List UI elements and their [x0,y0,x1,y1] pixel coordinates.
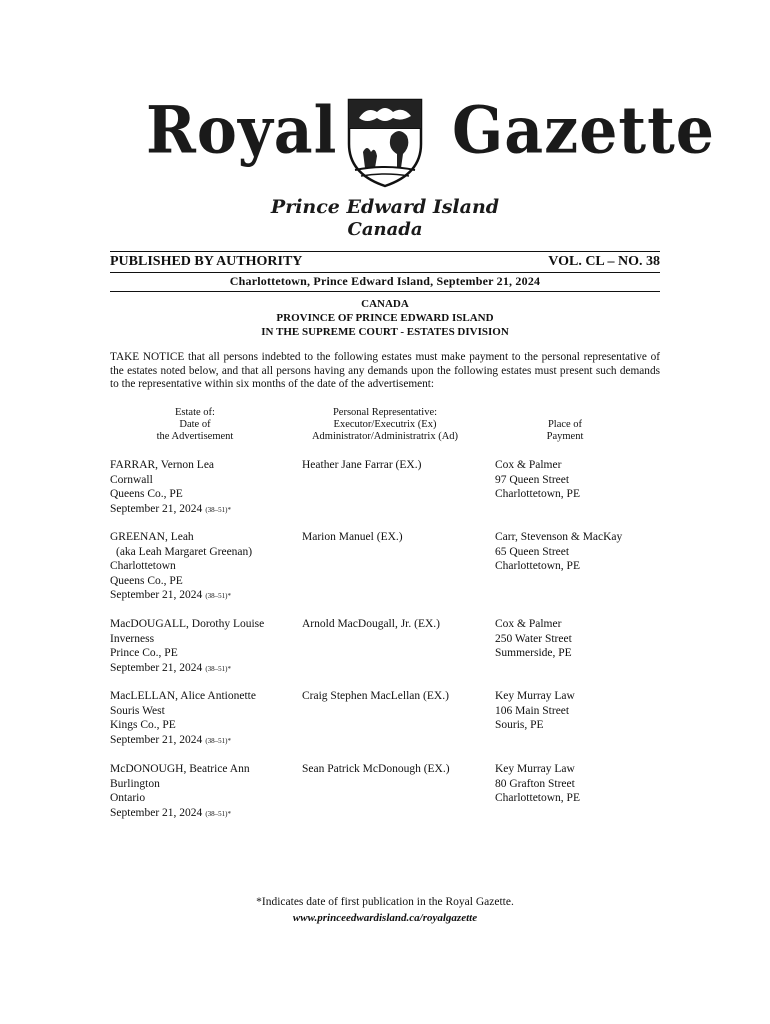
column-header-line: Administrator/Administratrix (Ad) [311,431,459,442]
personal-representative: Heather Jane Farrar (EX.) [302,459,422,471]
payment-line: 106 Main Street [495,704,570,717]
estate-line: Inverness [110,632,155,645]
heading-line-1: CANADA [361,298,409,310]
header-rule-bottom [110,291,660,292]
publication-ref: (38–51)* [205,736,231,745]
payment-line: Charlottetown, PE [495,560,580,573]
header-rule-top [110,251,660,252]
estate-date-line [110,733,295,749]
payment-line: Summerside, PE [495,647,572,660]
publication-ref: (38–51)* [205,664,231,673]
publication-ref: (38–51)* [205,505,231,514]
personal-representative: Craig Stephen MacLellan (EX.) [302,690,449,702]
estate-details [110,762,295,821]
column-header-line: Place of [547,419,583,430]
estate-name: McDONOUGH, Beatrice Ann [110,763,250,775]
masthead-subtitle-country: Canada [347,219,423,240]
payment-line: Charlottetown, PE [495,488,580,501]
advertisement-date: September 21, 2024 [110,589,203,602]
estate-line: Prince Co., PE [110,647,178,660]
estate-date-line [110,806,295,822]
estate-details [110,530,295,604]
notice-heading [0,297,770,339]
column-header-line: Personal Representative: [332,407,438,418]
place-of-payment [495,617,670,661]
publication-ref: (38–51)* [205,592,231,601]
volume-number: VOL. CL – NO. 38 [548,254,660,269]
estate-name: MacLELLAN, Alice Antionette [110,690,256,702]
payment-line: Key Murray Law [495,690,575,702]
payment-line: 65 Queen Street [495,545,570,558]
payment-line: 97 Queen Street [495,473,570,486]
notice-paragraph: TAKE NOTICE that all persons indebted to the following estates must make payment to the personal representative of the estates noted below, and that all persons having any demands upon the following estates must present such demands to the representative within six months of the date of the advertisement: [110,351,660,390]
heading-line-2: PROVINCE OF PRINCE EDWARD ISLAND [276,312,494,324]
column-header-line: Payment [546,431,584,442]
estate-details [110,458,295,517]
place-of-payment [495,530,670,574]
advertisement-date: September 21, 2024 [110,502,203,515]
advertisement-date: September 21, 2024 [110,806,203,819]
heading-line-3: IN THE SUPREME COURT - ESTATES DIVISION [261,326,509,338]
column-header-line: Executor/Executrix (Ex) [333,419,437,430]
payment-line: Cox & Palmer [495,459,562,471]
estate-name: GREENAN, Leah [110,531,194,543]
payment-line: Carr, Stevenson & MacKay [495,531,623,543]
estate-line: Queens Co., PE [110,574,183,587]
place-of-payment [495,458,670,502]
publication-ref: (38–51)* [205,809,231,818]
estate-line: Cornwall [110,473,153,486]
estate-line: (aka Leah Margaret Greenan) [116,545,253,558]
estate-date-line [110,502,295,518]
personal-representative: Arnold MacDougall, Jr. (EX.) [302,618,440,630]
column-header-estate [130,407,260,443]
payment-line: Key Murray Law [495,763,575,775]
payment-line: Charlottetown, PE [495,792,580,805]
column-header-line: the Advertisement [156,431,234,442]
estate-details [110,689,295,748]
estate-line: Burlington [110,777,160,790]
advertisement-date: September 21, 2024 [110,661,203,674]
estate-line: Ontario [110,792,146,805]
gazette-url-link[interactable]: www.princeedwardisland.ca/royalgazette [292,912,478,924]
masthead-title-left: Royal [146,93,338,169]
masthead [0,92,770,192]
estate-line: Souris West [110,704,165,717]
masthead-subtitle-province: Prince Edward Island [270,196,500,218]
payment-line: 80 Grafton Street [495,777,575,790]
pei-coat-of-arms-icon [341,96,429,188]
estate-name: MacDOUGALL, Dorothy Louise [110,618,265,630]
footnote: *Indicates date of first publication in the Royal Gazette. [256,896,514,908]
payment-line: Souris, PE [495,719,544,732]
estate-line: Charlottetown [110,560,176,573]
advertisement-date: September 21, 2024 [110,733,203,746]
estate-date-line [110,661,295,677]
place-of-payment [495,762,670,806]
personal-representative: Marion Manuel (EX.) [302,531,403,543]
estate-line: Queens Co., PE [110,488,183,501]
estate-name: FARRAR, Vernon Lea [110,459,215,471]
estate-line: Kings Co., PE [110,719,176,732]
column-header-representative [290,407,480,443]
dateline: Charlottetown, Prince Edward Island, September 21, 2024 [229,274,541,288]
estate-details [110,617,295,676]
published-by-authority: PUBLISHED BY AUTHORITY [110,254,303,269]
payment-line: Cox & Palmer [495,618,562,630]
place-of-payment [495,689,670,733]
column-header-payment [500,419,630,443]
payment-line: 250 Water Street [495,632,572,645]
personal-representative: Sean Patrick McDonough (EX.) [302,763,450,775]
column-header-line: Date of [179,419,211,430]
header-rule-middle [110,272,660,273]
masthead-title-right: Gazette [452,93,715,169]
estate-date-line [110,588,295,604]
column-header-line: Estate of: [175,407,215,418]
